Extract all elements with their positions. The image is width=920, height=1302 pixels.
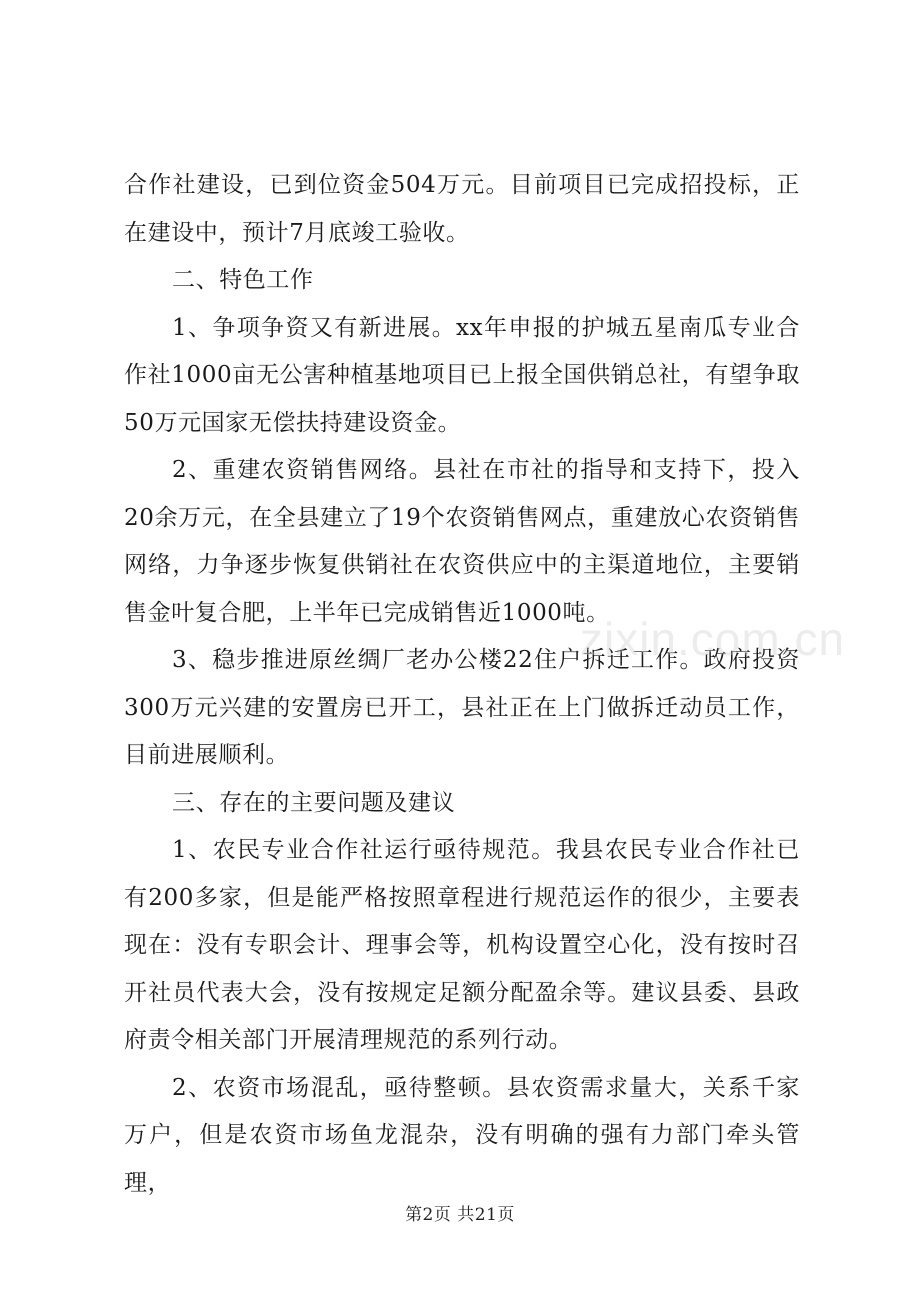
page-footer: 第2页 共21页 <box>405 1205 515 1225</box>
paragraph-market: 2、农资市场混乱，亟待整顿。县农资需求量大，关系千家万户，但是农资市场鱼龙混杂，没有明确的强有力部门牵头管理， <box>124 1074 800 1196</box>
document-body <box>124 162 800 1207</box>
watermark-logo: zixin.com.cn <box>580 613 846 665</box>
paragraph-sales-network: 2、重建农资销售网络。县社在市社的指导和支持下，投入20余万元，在全县建立了19个农资销售网点，重建放心农资销售网络，力争逐步恢复供销社在农资供应中的主渠道地位，主要销售金叶复合肥，上半年已完成销售近1000吨。 <box>124 457 800 626</box>
paragraph-funding: 1、争项争资又有新进展。xx年申报的护城五星南瓜专业合作社1000亩无公害种植基地项目已上报全国供销总社，有望争取50万元国家无偿扶持建设资金。 <box>124 314 800 436</box>
paragraph-cooperatives: 1、农民专业合作社运行亟待规范。我县农民专业合作社已有200多家，但是能严格按照章程进行规范运作的很少，主要表现在：没有专职会计、理事会等，机构设置空心化，没有按时召开社员代表大会，没有按规定足额分配盈余等。建议县委、县政府责令相关部门开展清理规范的系列行动。 <box>124 837 800 1053</box>
section-heading-features: 二、特色工作 <box>172 267 314 293</box>
section-heading-problems: 三、存在的主要问题及建议 <box>172 789 456 816</box>
paragraph-continuation: 合作社建设，已到位资金504万元。目前项目已完成招投标，正在建设中，预计7月底竣工验收。 <box>124 172 800 246</box>
paragraph-relocation: 3、稳步推进原丝绸厂老办公楼22住户拆迁工作。政府投资300万元兴建的安置房已开工，县社正在上门做拆迁动员工作，目前进展顺利。 <box>124 647 800 768</box>
